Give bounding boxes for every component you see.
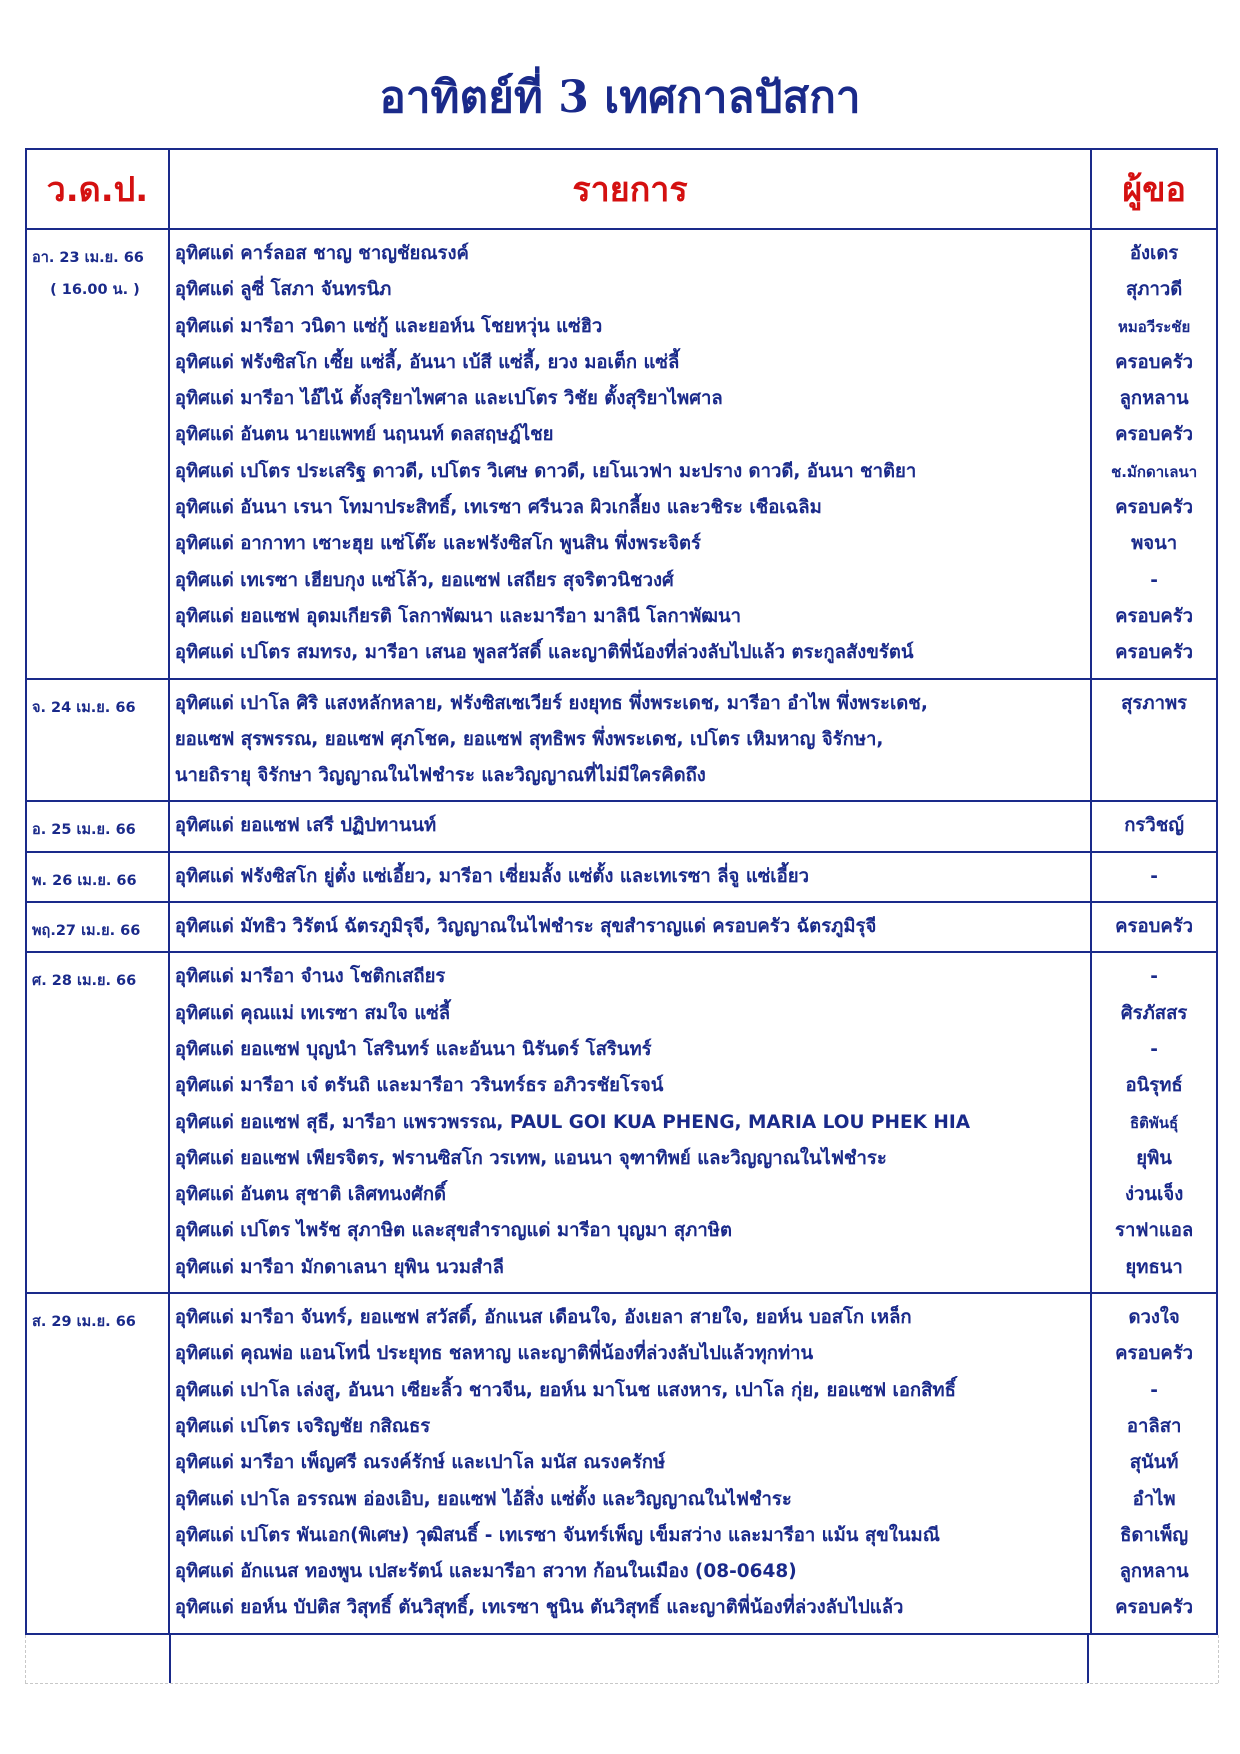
- page-title: อาทิตย์ที่ 3 เทศกาลปัสกา: [379, 72, 861, 123]
- intention-line: อุทิศแด่ มัทธิว วิรัตน์ ฉัตรภูมิรุจี, วิญญาณในไฟชำระ สุขสำราญแด่ ครอบครัว ฉัตรภูมิรุจี: [174, 916, 877, 938]
- intention-line: อุทิศแด่ เปาโล เล่งสู, อันนา เซียะลิ้ว ชาวจีน, ยอห์น มาโนช แสงหาร, เปาโล กุ่ย, ยอแซฟ เอกสิทธิ์: [174, 1379, 956, 1401]
- requester-name: ธิติพันธุ์: [1130, 1113, 1179, 1132]
- table-row: [26, 1293, 1217, 1634]
- intention-line: อุทิศแด่ อันนา เรนา โทมาประสิทธิ์, เทเรซา ศรีนวล ผิวเกลี้ยง และวชิระ เชือเฉลิม: [174, 497, 822, 519]
- row-date: จ. 24 เม.ย. 66: [32, 699, 136, 716]
- requester-name: อังเดร: [1129, 243, 1179, 264]
- requester-name: -: [1150, 569, 1158, 591]
- mass-intention-table: [25, 148, 1218, 1635]
- row-date: พฤ.27 เม.ย. 66: [32, 923, 141, 940]
- requester-name: ครอบครัว: [1115, 1597, 1194, 1619]
- row-date: ศ. 28 เม.ย. 66: [32, 973, 137, 990]
- requester-name: สุนันท์: [1129, 1452, 1179, 1474]
- requester-name: -: [1150, 1038, 1158, 1060]
- row-items-cell: [169, 852, 1091, 902]
- intention-line: อุทิศแด่ ยอแซฟ อุดมเกียรติ โลกาพัฒนา และมารีอา มาลินี โลกาพัฒนา: [174, 605, 742, 627]
- intention-line: อุทิศแด่ เทเรซา เฮียบกุง แซ่โล้ว, ยอแซฟ เสถียร สุจริตวนิชวงศ์: [174, 569, 674, 591]
- intention-line: อุทิศแด่ มารีอา เพ็ญศรี ณรงค์รักษ์ และเปาโล มนัส ณรงครักษ์: [174, 1452, 666, 1474]
- table-body: [26, 229, 1217, 1634]
- intention-line: อุทิศแด่ ยอแซฟ สุธี, มารีอา แพรวพรรณ, PAUL GOI KUA PHENG, MARIA LOU PHEK HIA: [174, 1111, 971, 1133]
- row-items-cell: [169, 801, 1091, 851]
- intention-line: อุทิศแด่ มารีอา ไอ๊ไน้ ตั้งสุริยาไพศาล และเปโตร วิชัย ตั้งสุริยาไพศาล: [174, 388, 723, 410]
- intention-line: อุทิศแด่ มารีอา วนิดา แซ่กู้ และยอห์น โชยหวุ่น แซ่ฮิว: [174, 315, 603, 337]
- table-row: [26, 902, 1217, 952]
- intention-line: อุทิศแด่ ยอแซฟ บุญนำ โสรินทร์ และอันนา นิรันดร์ โสรินทร์: [174, 1038, 652, 1060]
- intention-line: อุทิศแด่ เปโตร เจริญชัย กสิณธร: [174, 1415, 431, 1437]
- requester-name: พจนา: [1131, 533, 1178, 555]
- row-date-cell: [26, 229, 169, 679]
- requester-name: ครอบครัว: [1115, 351, 1194, 373]
- intention-line: อุทิศแด่ ฟรังซิสโก เซี้ย แซ่ลี้, อันนา เบ้สี แซ่ลี้, ยวง มอเต็ก แซ่ลี้: [174, 351, 680, 373]
- requester-name: สุรภาพร: [1121, 692, 1188, 714]
- row-requester-cell: [1091, 952, 1217, 1293]
- blank-row-left-edge: [25, 1635, 26, 1683]
- row-time: ( 16.00 น. ): [50, 282, 140, 298]
- intention-line: อุทิศแด่ ยอแซฟ เสรี ปฏิปทานนท์: [174, 815, 437, 837]
- requester-name: ครอบครัว: [1115, 1343, 1194, 1365]
- row-requester-cell: [1091, 801, 1217, 851]
- requester-name: ลูกหลาน: [1119, 1561, 1189, 1583]
- row-requester-cell: [1091, 679, 1217, 802]
- row-date-cell: [26, 1293, 169, 1634]
- row-items-cell: [169, 902, 1091, 952]
- intention-line: อุทิศแด่ ยอแซฟ เพียรจิตร, ฟรานซิสโก วรเทพ, แอนนา จุฑาทิพย์ และวิญญาณในไฟชำระ: [174, 1147, 887, 1169]
- intention-line: อุทิศแด่ คุณพ่อ แอนโทนี่ ประยุทธ ชลหาญ และญาติพี่น้องที่ล่วงลับไปแล้วทุกท่าน: [174, 1343, 814, 1365]
- requester-name: ยุพิน: [1136, 1147, 1172, 1169]
- requester-name: ครอบครัว: [1115, 605, 1194, 627]
- row-requester-cell: [1091, 229, 1217, 679]
- blank-row-bottom-edge: [25, 1683, 1218, 1684]
- intention-line: อุทิศแด่ คุณแม่ เทเรซา สมใจ แซ่ลี้: [174, 1002, 451, 1024]
- intention-line: อุทิศแด่ มารีอา เจ๋ ตรันถิ และมารีอา วรินทร์ธร อภิวรชัยโรจน์: [174, 1075, 664, 1097]
- header-date: ว.ด.ป.: [26, 149, 169, 229]
- intention-line: อุทิศแด่ มารีอา จันทร์, ยอแซฟ สวัสดิ์, อักแนส เดือนใจ, อังเยลา สายใจ, ยอห์น บอสโก เหล็ก: [174, 1307, 912, 1329]
- row-date-cell: [26, 852, 169, 902]
- table-row: [26, 952, 1217, 1293]
- requester-name: สุภาวดี: [1125, 279, 1183, 301]
- requester-name: ศิรภัสสร: [1120, 1002, 1188, 1024]
- requester-name: ลูกหลาน: [1119, 388, 1189, 410]
- intention-line: อุทิศแด่ เปโตร ประเสริฐ ดาวดี, เปโตร วิเศษ ดาวดี, เยโนเวฟา มะปราง ดาวดี, อันนา ชาติยา: [174, 460, 917, 482]
- intention-line: อุทิศแด่ อันตน สุชาติ เลิศทนงศักดิ์: [174, 1184, 447, 1206]
- requester-name: อำไพ: [1132, 1488, 1176, 1510]
- intention-line: อุทิศแด่ ยอห์น บัปติส วิสุทธิ์ ตันวิสุทธิ์, เทเรซา ชูนิน ตันวิสุทธิ์ และญาติพี่น้องที่ล่วงลับไปแล้ว: [174, 1597, 904, 1619]
- row-date: ส. 29 เม.ย. 66: [32, 1314, 136, 1331]
- requester-name: ง่วนเจ็ง: [1124, 1184, 1184, 1206]
- requester-name: ดวงใจ: [1128, 1307, 1180, 1329]
- header-requester: ผู้ขอ: [1091, 149, 1217, 229]
- table-row: [26, 801, 1217, 851]
- intention-line: อุทิศแด่ เปโตร สมทรง, มารีอา เสนอ พูลสวัสดิ์ และญาติพี่น้องที่ล่วงลับไปแล้ว ตระกูลสังขรัตน์: [174, 642, 914, 664]
- intention-line: อุทิศแด่ เปาโล อรรณพ อ่องเอิบ, ยอแซฟ ไอ้สิ่ง แซ่ตั้ง และวิญญาณในไฟชำระ: [174, 1488, 792, 1510]
- row-items-cell: [169, 952, 1091, 1293]
- requester-name: ครอบครัว: [1115, 424, 1194, 446]
- requester-name: ยุทธนา: [1125, 1256, 1183, 1278]
- header-items: รายการ: [169, 149, 1091, 229]
- row-date: พ. 26 เม.ย. 66: [32, 872, 137, 889]
- blank-row-divider-1: [169, 1635, 171, 1683]
- requester-name: -: [1150, 865, 1158, 887]
- blank-row-right-edge: [1218, 1635, 1219, 1683]
- intention-line: อุทิศแด่ อันตน นายแพทย์ นฤนนท์ ดลสฤษฎ์ไชย: [174, 424, 554, 446]
- intention-line: อุทิศแด่ ฟรังซิสโก ยู่ตั๋ง แซ่เอี้ยว, มารีอา เซี่ยมลั้ง แซ่ตั้ง และเทเรซา ลี่จู แซ่เอี้ยว: [174, 865, 809, 887]
- requester-name: -: [1150, 966, 1158, 988]
- row-items-cell: [169, 1293, 1091, 1634]
- requester-name: -: [1150, 1379, 1158, 1401]
- requester-name: ครอบครัว: [1115, 642, 1194, 664]
- row-date-cell: [26, 679, 169, 802]
- requester-name: อาลิสา: [1126, 1415, 1182, 1437]
- intention-line: อุทิศแด่ อากาทา เซาะฮุย แซ่โต๊ะ และฟรังซิสโก พูนสิน พึ่งพระจิตร์: [174, 533, 701, 555]
- table-row: [26, 852, 1217, 902]
- intention-line: ยอแซฟ สุรพรรณ, ยอแซฟ ศุภโชค, ยอแซฟ สุทธิพร พึ่งพระเดช, เปโตร เหิมหาญ จิรักษา,: [174, 728, 884, 750]
- row-items-cell: [169, 679, 1091, 802]
- intention-line: อุทิศแด่ มารีอา มักดาเลนา ยุพิน นวมสำลี: [174, 1256, 505, 1278]
- row-date: อ. 25 เม.ย. 66: [32, 822, 136, 839]
- intention-line: นายถิรายุ จิรักษา วิญญาณในไฟชำระ และวิญญาณที่ไม่มีใครคิดถึง: [174, 765, 706, 787]
- intention-line: อุทิศแด่ เปโตร พันเอก(พิเศษ) วุฒิสนธิ์ - เทเรซา จันทร์เพ็ญ เข็มสว่าง และมารีอา แม้น สุขในมณี: [174, 1524, 940, 1546]
- intention-line: อุทิศแด่ คาร์ลอส ชาญ ชาญชัยณรงค์: [174, 243, 469, 264]
- requester-name: ครอบครัว: [1115, 916, 1194, 938]
- row-requester-cell: [1091, 1293, 1217, 1634]
- intention-line: อุทิศแด่ เปาโล ศิริ แสงหลักหลาย, ฟรังซิสเซเวียร์ ยงยุทธ พึ่งพระเดช, มารีอา อำไพ พึ่งพระเดช,: [174, 692, 928, 714]
- requester-name: ช.มักดาเลนา: [1111, 462, 1198, 481]
- table-row: [26, 229, 1217, 679]
- intention-line: อุทิศแด่ เปโตร ไพรัช สุภาษิต และสุขสำราญแด่ มารีอา บุญมา สุภาษิต: [174, 1220, 732, 1242]
- requester-name: หมอวีระชัย: [1117, 317, 1191, 336]
- intention-line: อุทิศแด่ ลูซี่ โสภา จันทรนิภ: [174, 279, 392, 301]
- row-requester-cell: [1091, 902, 1217, 952]
- intention-line: อุทิศแด่ มารีอา จำนง โชติกเสถียร: [174, 966, 446, 988]
- requester-name: ธิดาเพ็ญ: [1120, 1524, 1189, 1546]
- row-date-cell: [26, 801, 169, 851]
- row-requester-cell: [1091, 852, 1217, 902]
- table-row: [26, 679, 1217, 802]
- row-date: อา. 23 เม.ย. 66: [32, 250, 144, 266]
- requester-name: อนิรุทธ์: [1125, 1075, 1183, 1097]
- requester-name: ราฟาแอล: [1115, 1220, 1194, 1242]
- intention-line: อุทิศแด่ อักแนส ทองพูน เปสะรัตน์ และมารีอา สวาท ก้อนในเมือง (08-0648): [174, 1561, 797, 1583]
- requester-name: กรวิชญ์: [1124, 815, 1185, 837]
- requester-name: ครอบครัว: [1115, 497, 1194, 519]
- blank-row-divider-2: [1087, 1635, 1089, 1683]
- row-items-cell: [169, 229, 1091, 679]
- table-header-row: [26, 149, 1217, 229]
- row-date-cell: [26, 952, 169, 1293]
- row-date-cell: [26, 902, 169, 952]
